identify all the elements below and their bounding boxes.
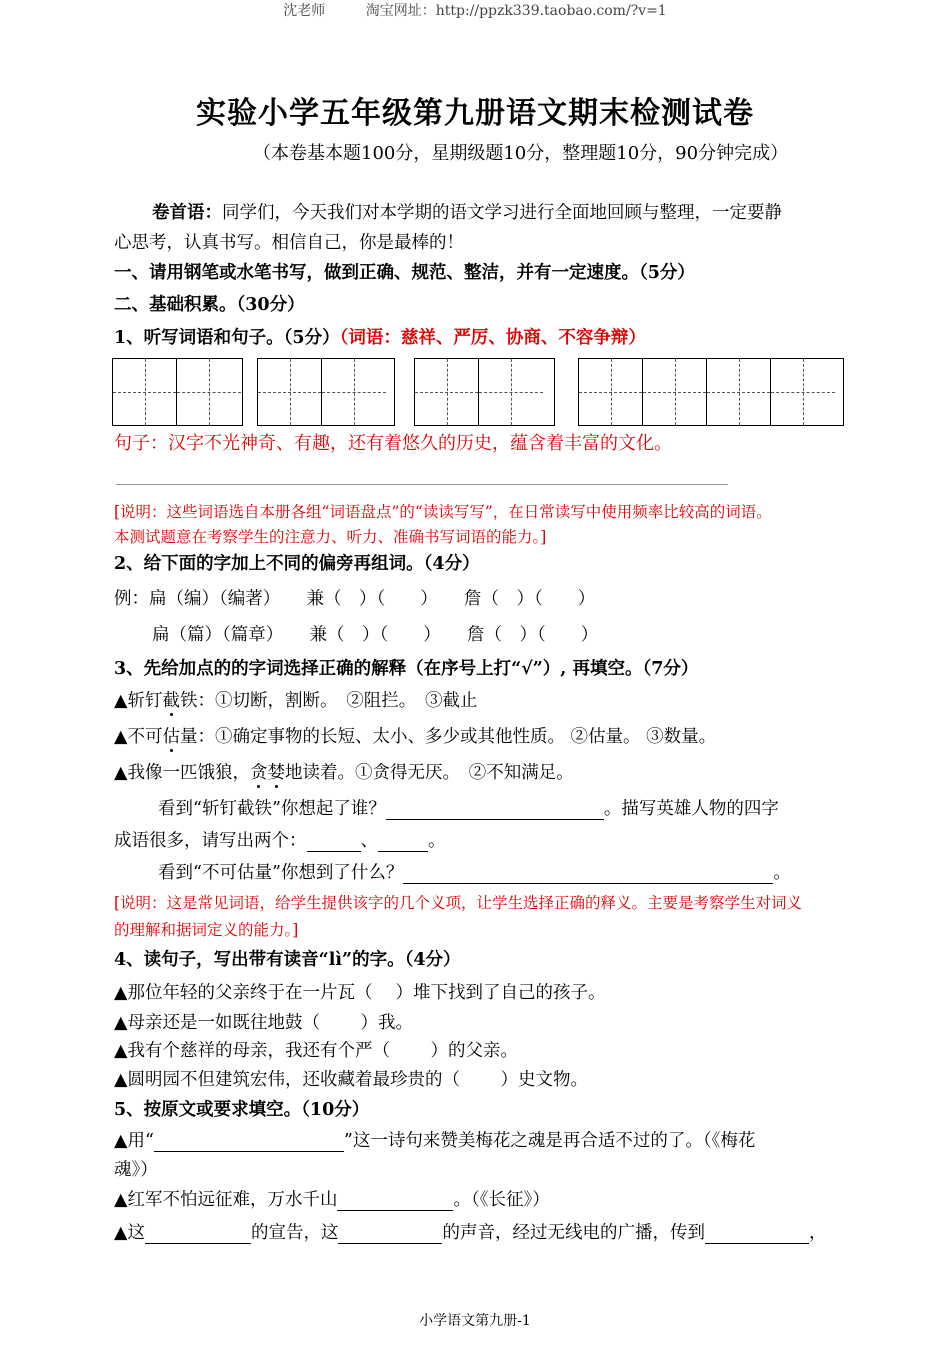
writing-grid-word-2[interactable]	[257, 358, 395, 426]
q3-fill-3-prompt: 看到“不可估量”你想到了什么？	[158, 863, 404, 883]
q2-title: 2、给下面的字加上不同的偏旁再组词。（4分）	[114, 554, 480, 574]
grid-cell[interactable]	[771, 359, 835, 425]
writing-line[interactable]	[116, 484, 728, 485]
q5-item-2	[114, 1186, 550, 1211]
q5-item-3-mid-1: 的宣告，这	[250, 1223, 339, 1243]
grid-cell[interactable]	[479, 359, 543, 425]
q1-note-1: [说明：这些词语选自本册各组“词语盘点”的“读读写写”，在日常读写中使用频率比较高的词语。	[114, 503, 772, 521]
q3-item-1-prefix: ▲斩钉	[114, 691, 163, 711]
answer-blank[interactable]	[154, 1131, 344, 1152]
q3-item-3-prefix: ▲我像一匹饿狼，	[114, 763, 250, 783]
page-title: 实验小学五年级第九册语文期末检测试卷	[196, 96, 754, 131]
section-1-title: 一、请用钢笔或水笔书写，做到正确、规范、整洁，并有一定速度。（5分）	[114, 263, 695, 283]
q3-item-1-options[interactable]: 铁：①切断，割断。 ②阻拦。 ③截止	[179, 691, 478, 711]
q3-fill-1-tail: 。描写英雄人物的四字	[603, 799, 779, 819]
grid-cell[interactable]	[643, 359, 707, 425]
q3-fill-3	[158, 859, 791, 884]
q5-item-1-prefix: ▲用“	[114, 1131, 154, 1151]
q4-sentence-4[interactable]: ▲圆明园不但建筑宏伟，还收藏着最珍贵的（ ）史文物。	[114, 1070, 589, 1090]
q1-note-2: 本测试题意在考察学生的注意力、听力、准确书写词语的能力。]	[114, 528, 547, 546]
q3-fill-2-sep: 、	[360, 831, 378, 851]
section-2-title: 二、基础积累。（30分）	[114, 295, 305, 315]
answer-blank[interactable]	[705, 1223, 809, 1244]
answer-blank[interactable]	[403, 863, 773, 884]
dotted-char: 贪	[250, 759, 268, 784]
page-footer: 小学语文第九册-1	[419, 1313, 531, 1329]
header-shop-url: 淘宝网址：http://ppzk339.taobao.com/?v=1	[365, 3, 667, 19]
q5-item-3-mid-2: 的声音，经过无线电的广播，传到	[442, 1223, 705, 1243]
q5-item-1-cont: 魂》）	[114, 1160, 158, 1180]
q5-item-1	[114, 1127, 755, 1152]
q3-fill-3-end: 。	[773, 863, 791, 883]
q2-row-2: 扁（篇）（篇章） 兼（ ）（ ） 詹（ ）（ ）	[152, 625, 599, 645]
q1-title: 1、听写词语和句子。（5分）	[114, 328, 340, 348]
grid-cell[interactable]	[707, 359, 771, 425]
answer-blank[interactable]	[386, 799, 604, 820]
q3-fill-2-end: 。	[428, 831, 446, 851]
q5-item-3	[114, 1219, 826, 1244]
answer-blank[interactable]	[145, 1223, 251, 1244]
intro-text-2: 心思考，认真书写。相信自己，你是最棒的！	[114, 233, 464, 253]
q3-fill-2	[114, 827, 446, 852]
intro-text-1: 同学们，今天我们对本学期的语文学习进行全面地回顾与整理，一定要静	[222, 203, 782, 223]
writing-grid-word-3[interactable]	[414, 358, 555, 426]
writing-grid-word-1[interactable]	[112, 358, 243, 426]
q3-fill-2-prompt: 成语很多，请写出两个：	[114, 831, 307, 851]
answer-blank[interactable]	[307, 831, 361, 852]
q3-item-3-options[interactable]: 地读着。①贪得无厌。 ②不知满足。	[284, 763, 574, 783]
page-header	[0, 0, 950, 20]
q1-sentence: 句子：汉字不光神奇、有趣，还有着悠久的历史，蕴含着丰富的文化。	[114, 433, 672, 454]
page-subtitle: （本卷基本题100分，星期级题10分，整理题10分，90分钟完成）	[253, 143, 789, 164]
grid-cell[interactable]	[322, 359, 386, 425]
q3-item-2	[114, 723, 716, 748]
q3-title: 3、先给加点的的字词选择正确的解释（在序号上打“√”）, 再填空。（7分）	[114, 659, 699, 679]
grid-cell[interactable]	[177, 359, 241, 425]
q3-note-2: 的理解和据词定义的能力。]	[114, 921, 299, 939]
q3-item-3	[114, 759, 574, 784]
q5-item-2-tail: 。（《长征》）	[453, 1190, 550, 1210]
q4-sentence-2[interactable]: ▲母亲还是一如既往地鼓（ ）我。	[114, 1013, 414, 1033]
q3-item-1	[114, 687, 477, 712]
q5-item-2-prefix: ▲红军不怕远征难，万水千山	[114, 1190, 338, 1210]
answer-blank[interactable]	[337, 1190, 453, 1211]
q5-item-1-tail: ”这一诗句来赞美梅花之魂是再合适不过的了。（《梅花	[343, 1131, 756, 1151]
q4-title: 4、读句子，写出带有读音“lì”的字。（4分）	[114, 950, 461, 970]
writing-grid-word-4[interactable]	[578, 358, 844, 426]
q2-row-1: 例：扁（编）（编著） 兼（ ）（ ） 詹（ ）（ ）	[114, 589, 596, 609]
q3-item-2-options[interactable]: 量：①确定事物的长短、太小、多少或其他性质。 ②估量。 ③数量。	[179, 727, 717, 747]
q3-fill-1	[158, 795, 779, 820]
answer-blank[interactable]	[378, 831, 428, 852]
q5-item-3-end: ，	[808, 1223, 827, 1243]
intro-line-1	[152, 199, 782, 224]
q5-item-3-prefix: ▲这	[114, 1223, 145, 1243]
dotted-char: 估	[162, 723, 180, 748]
q3-note-1: [说明：这是常见词语，给学生提供该字的几个义项，让学生选择正确的释义。主要是考察学生对词义	[114, 894, 803, 912]
q5-title: 5、按原文或要求填空。（10分）	[114, 1100, 370, 1120]
grid-cell[interactable]	[258, 359, 322, 425]
intro-label: 卷首语：	[152, 203, 222, 223]
header-teacher: 沈老师	[283, 3, 326, 19]
q4-sentence-1[interactable]: ▲那位年轻的父亲终于在一片瓦（ ）堆下找到了自己的孩子。	[114, 983, 606, 1003]
grid-cell[interactable]	[579, 359, 643, 425]
q3-fill-1-prompt: 看到“斩钉截铁”你想起了谁？	[158, 799, 386, 819]
dotted-char: 截	[162, 687, 180, 712]
answer-blank[interactable]	[338, 1223, 442, 1244]
q1-words: （词语：慈祥、严厉、协商、不容争辩）	[339, 328, 646, 348]
q3-item-2-prefix: ▲不可	[114, 727, 163, 747]
q1-title-line	[114, 324, 646, 349]
grid-cell[interactable]	[415, 359, 479, 425]
q4-sentence-3[interactable]: ▲我有个慈祥的母亲，我还有个严（ ）的父亲。	[114, 1041, 519, 1061]
dotted-char: 婪	[267, 759, 285, 784]
grid-cell[interactable]	[113, 359, 177, 425]
